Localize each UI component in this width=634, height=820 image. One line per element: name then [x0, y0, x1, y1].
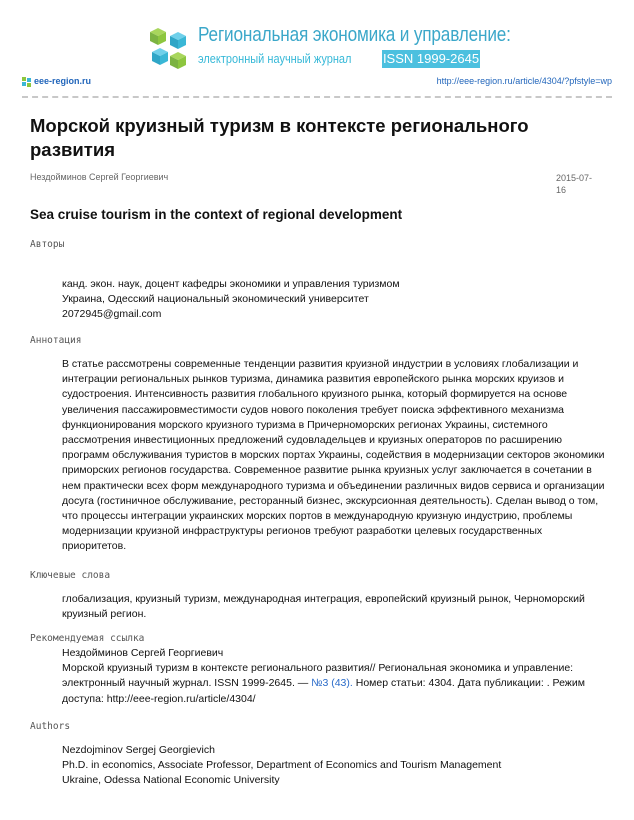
journal-banner	[0, 0, 634, 78]
abstract-label: Аннотация	[30, 335, 82, 346]
url-row	[22, 76, 612, 90]
logo-cube-4	[170, 52, 186, 69]
citation-text	[62, 661, 607, 707]
issn-badge: ISSN 1999-2645	[382, 51, 480, 66]
journal-subtitle: электронный научный журнал	[198, 52, 352, 66]
citation-label: Рекомендуемая ссылка	[30, 633, 145, 644]
citation-part2: Номер статьи: 4304. Дата публикации: . Режим доступа: http://eee-region.ru/article/4304/	[62, 677, 585, 705]
author-name-en: Nezdojminov Sergej Georgievich	[62, 744, 215, 756]
keywords-text: глобализация, круизный туризм, международная интеграция, европейский круизный рынок, Черноморский круизный регион.	[62, 593, 585, 621]
site-link[interactable]: eee-region.ru	[34, 76, 92, 86]
author-position-en: Ph.D. in economics, Associate Professor, Department of Economics and Tourism Management	[62, 759, 502, 772]
article-title-en: Sea cruise tourism in the context of regional development	[30, 207, 403, 222]
header-divider	[22, 96, 612, 98]
site-logo-icon	[22, 77, 31, 87]
abstract-text: В статье рассмотрены современные тенденции развития круизной индустрии в условиях глобализации и интеграции региональных рынков туризма, динамика развития европейского рынка морских круизов и судостроения. Интенсивность развития глобального круизного рынка, который формируется на основе увеличения пассажировместимости судов нового поколения требует поиска эффективного механизма функционирования морского круизного туризма в Причерноморских регионах Украины, системного рассмотрения инвестиционных предложений судовладельцев и круизных операторов по расширению программ обслуживания туристов в морских портах Украины, содействия в модернизации секторов экономики приморских регионов государства. Современное развитие рынка круизных услуг заключается в сочетании в нем практически всех форм международного туризма и объединении различных видов сервиса и организации досуга (гостиничное обслуживание, ресторанный бизнес, экскурсионная деятельность). Сделан вывод о том, что процессы интеграции украинских морских портов в международную круизную индустрию, проблемы модернизации круизной инфраструктуры регионов требуют разработки целевых государственных приоритетов.	[62, 358, 605, 553]
author-affiliation-en: Ukraine, Odessa National Economic University	[62, 774, 280, 787]
author-position: канд. экон. наук, доцент кафедры экономики и управления туризмом	[62, 278, 400, 290]
citation-block	[62, 646, 607, 707]
citation-part1: Морской круизный туризм в контексте регионального развития// Региональная экономика и управление: электронный научный журнал. ISSN 1999-2645. —	[62, 662, 574, 690]
article-title: Морской круизный туризм в контексте регионального развития	[30, 115, 529, 160]
citation-author: Нездойминов Сергей Георгиевич	[62, 647, 224, 659]
issue-link[interactable]: №3 (43).	[311, 677, 353, 690]
authors-label: Авторы	[30, 239, 65, 250]
publication-date: 2015-07-16	[556, 173, 593, 195]
author-affiliation: Украина, Одесский национальный экономический университет	[62, 293, 369, 306]
journal-title: Региональная экономика и управление:	[198, 24, 511, 46]
logo-cube-1	[150, 28, 166, 45]
authors-en-label: Authors	[30, 721, 71, 732]
author-email: 2072945@gmail.com	[62, 308, 162, 321]
article-author: Нездойминов Сергей Георгиевич	[30, 172, 169, 182]
logo-cube-2	[170, 32, 186, 49]
journal-logo-icon	[150, 26, 190, 70]
keywords-label: Ключевые слова	[30, 570, 111, 581]
page-url-link[interactable]: http://eee-region.ru/article/4304/?pfstyle=wp	[436, 76, 612, 86]
logo-cube-3	[152, 48, 168, 65]
authors-block	[62, 277, 607, 323]
authors-en-block	[62, 743, 607, 789]
